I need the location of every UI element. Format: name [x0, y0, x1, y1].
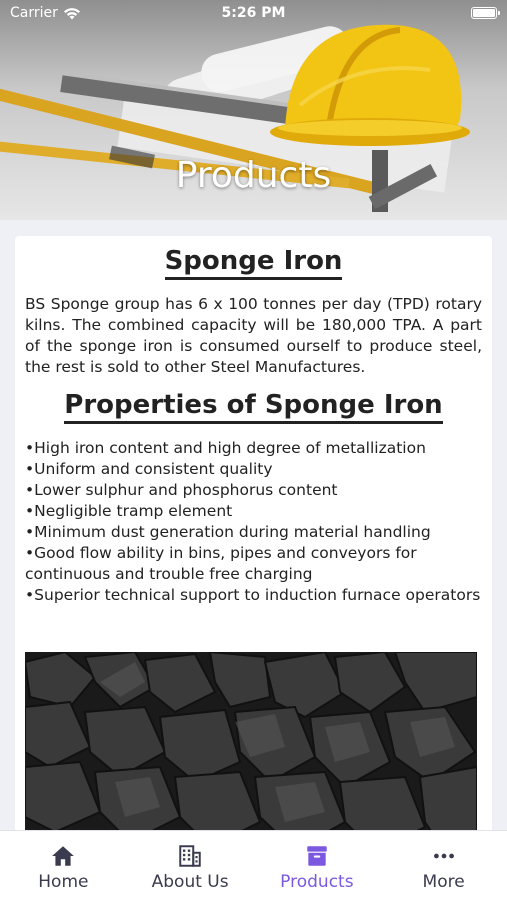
home-icon	[50, 843, 76, 869]
content-card	[15, 236, 492, 856]
carrier-label: Carrier	[10, 5, 58, 21]
archive-box-icon	[304, 843, 330, 869]
tab-products[interactable]	[254, 831, 381, 900]
list-item: • Negligible tramp element	[25, 501, 482, 522]
battery-icon	[471, 7, 497, 19]
sponge-iron-description: BS Sponge group has 6 x 100 tonnes per day (TPD) rotary kilns. The combined capacity will be 180,000 TPA. A part of the sponge iron is consumed ourself to produce steel, the rest is sold to other Steel Manufactures.	[25, 295, 482, 376]
tab-label: More	[422, 872, 465, 892]
page-title: Products	[175, 155, 332, 196]
clock: 5:26 PM	[221, 5, 286, 21]
section-heading-sponge-iron: Sponge Iron	[15, 246, 492, 280]
properties-list	[25, 438, 482, 606]
section-heading-properties: Properties of Sponge Iron	[15, 390, 492, 424]
tab-label: About Us	[151, 872, 229, 892]
list-item: • Superior technical support to induction furnace operators	[25, 585, 482, 606]
list-item: • Uniform and consistent quality	[25, 459, 482, 480]
sponge-iron-photo	[25, 652, 477, 852]
list-item: • Lower sulphur and phosphorus content	[25, 480, 482, 501]
tab-label: Products	[280, 872, 354, 892]
list-item: • Minimum dust generation during material handling	[25, 522, 482, 543]
building-icon	[177, 843, 203, 869]
list-item: • Good flow ability in bins, pipes and conveyors for continuous and trouble free charging	[25, 543, 482, 585]
tab-about-us[interactable]	[127, 831, 254, 900]
list-item: • High iron content and high degree of metallization	[25, 438, 482, 459]
more-dots-icon	[431, 843, 457, 869]
tab-more[interactable]	[380, 831, 507, 900]
tab-home[interactable]	[0, 831, 127, 900]
tab-label: Home	[38, 872, 89, 892]
bottom-tab-bar	[0, 830, 507, 900]
status-bar	[0, 0, 507, 28]
hero-banner	[0, 0, 507, 220]
